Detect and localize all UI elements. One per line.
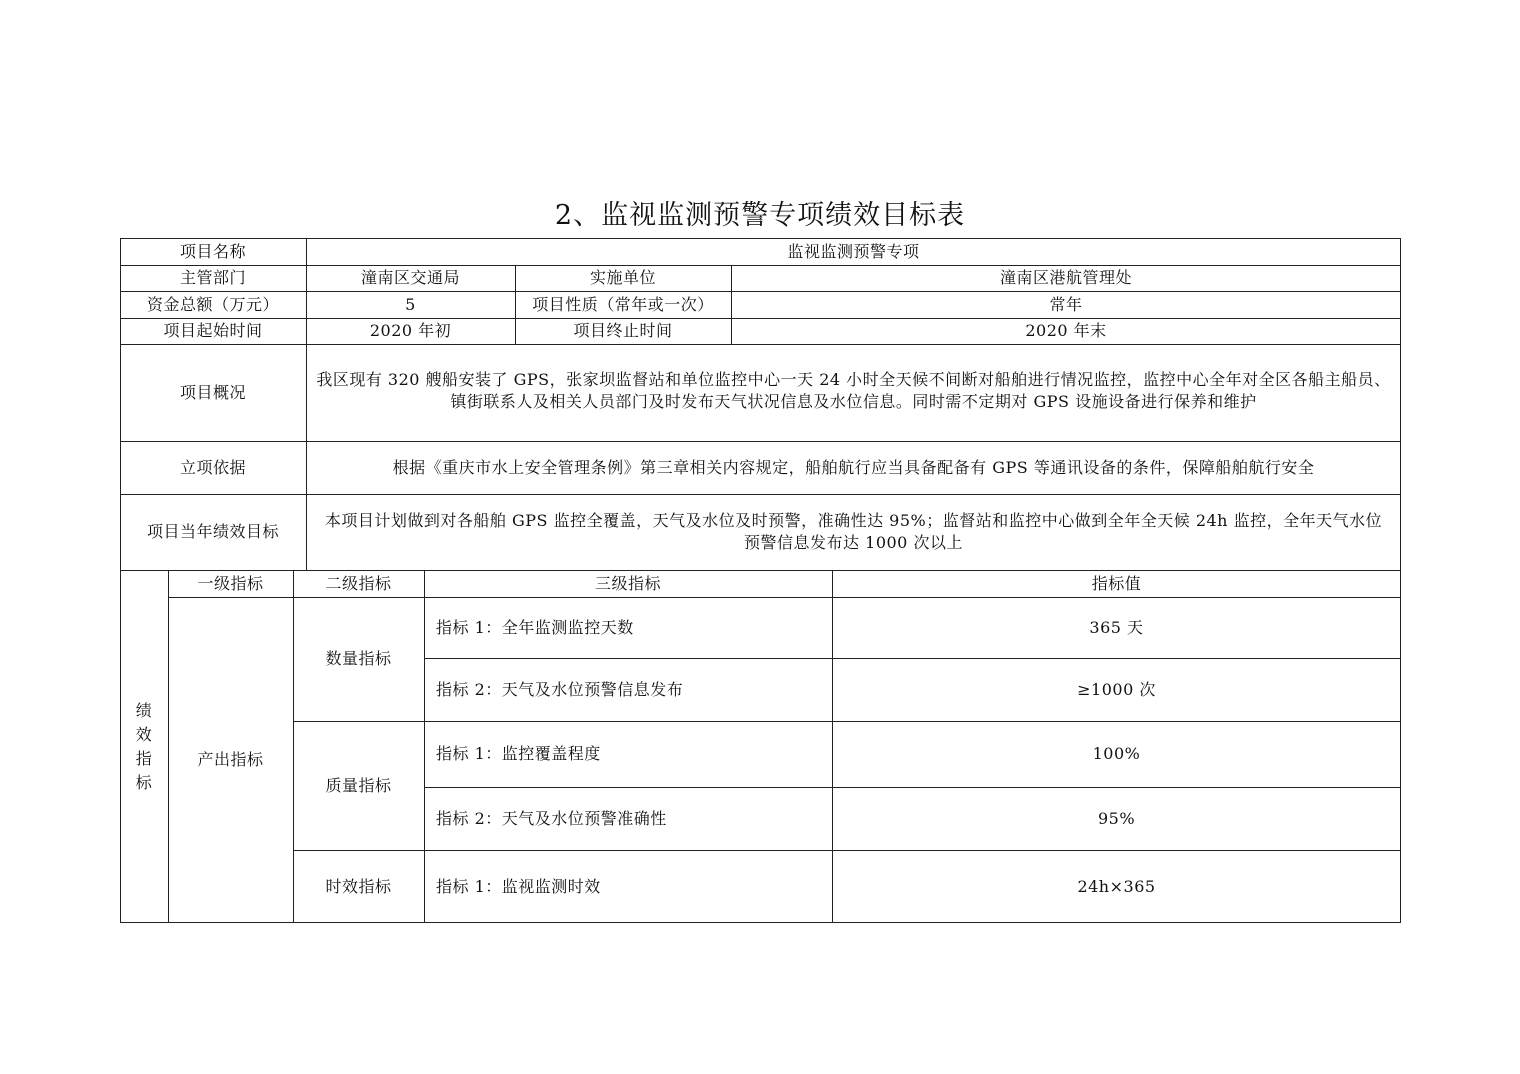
department-value: 潼南区交通局 <box>360 268 460 287</box>
overview-value: 我区现有 320 艘船安装了 GPS，张家坝监督站和单位监控中心一天 24 小时全天候不间断对船舶进行情况监控，监控中心全年对全区各船主船员、镇街联系人及相关人员部门及时发布天气状况信息及水位信息。同时需不定期对 GPS 设施设备进行保养和维护 <box>316 369 1391 411</box>
fund-label: 资金总额（万元） <box>146 294 279 314</box>
indicator-row-name: 指标 2：天气及水位预警信息发布 <box>436 679 684 699</box>
level2-timeliness: 时效指标 <box>325 876 392 896</box>
department-label: 主管部门 <box>179 268 246 287</box>
end-time-label: 项目终止时间 <box>573 321 673 340</box>
start-time-label: 项目起始时间 <box>163 321 263 340</box>
overview-label: 项目概况 <box>179 382 246 402</box>
nature-label: 项目性质（常年或一次） <box>532 294 714 314</box>
header-level2: 二级指标 <box>325 573 392 593</box>
group-char: 绩 <box>135 700 153 720</box>
level2-quality: 质量指标 <box>325 775 392 795</box>
indicator-row-value: 100% <box>1092 744 1141 763</box>
indicator-row-value: 365 天 <box>1089 617 1144 637</box>
indicator-row-name: 指标 2：天气及水位预警准确性 <box>436 808 667 828</box>
implementer-label: 实施单位 <box>589 268 656 287</box>
group-char: 标 <box>135 772 153 792</box>
start-time-value: 2020 年初 <box>369 321 452 340</box>
header-level1: 一级指标 <box>197 573 264 593</box>
basis-label: 立项依据 <box>179 457 246 477</box>
group-char: 效 <box>135 724 153 744</box>
basis-value: 根据《重庆市水上安全管理条例》第三章相关内容规定，船舶航行应当具备配备有 GPS 等通讯设备的条件，保障船舶航行安全 <box>392 457 1315 477</box>
indicator-row-name: 指标 1：全年监测监控天数 <box>436 617 634 637</box>
project-name-label: 项目名称 <box>179 241 246 261</box>
page-title: 2、监视监测预警专项绩效目标表 <box>554 200 966 231</box>
indicator-row-value: 95% <box>1097 808 1136 828</box>
implementer-value: 潼南区港航管理处 <box>999 268 1132 287</box>
indicator-row-value: 24h×365 <box>1077 876 1156 896</box>
indicators-group-label <box>120 570 168 923</box>
header-value: 指标值 <box>1091 573 1142 593</box>
indicator-row-name: 指标 1：监视监测时效 <box>436 876 601 896</box>
fund-value: 5 <box>405 294 416 314</box>
goal-label: 项目当年绩效目标 <box>146 522 279 541</box>
indicator-row-name: 指标 1：监控覆盖程度 <box>436 744 601 763</box>
end-time-value: 2020 年末 <box>1025 321 1107 340</box>
goal-value: 本项目计划做到对各船舶 GPS 监控全覆盖，天气及水位及时预警，准确性达 95%；监督站和监控中心做到全年全天候 24h 监控，全年天气水位预警信息发布达 1000 次以上 <box>324 511 1383 552</box>
project-name-value: 监视监测预警专项 <box>787 241 920 261</box>
indicator-row-value: ≥1000 次 <box>1077 679 1156 699</box>
header-level3: 三级指标 <box>594 573 661 593</box>
level1-output: 产出指标 <box>197 750 264 769</box>
group-char: 指 <box>135 748 153 768</box>
nature-value: 常年 <box>1049 294 1083 314</box>
level2-quantity: 数量指标 <box>325 649 392 668</box>
